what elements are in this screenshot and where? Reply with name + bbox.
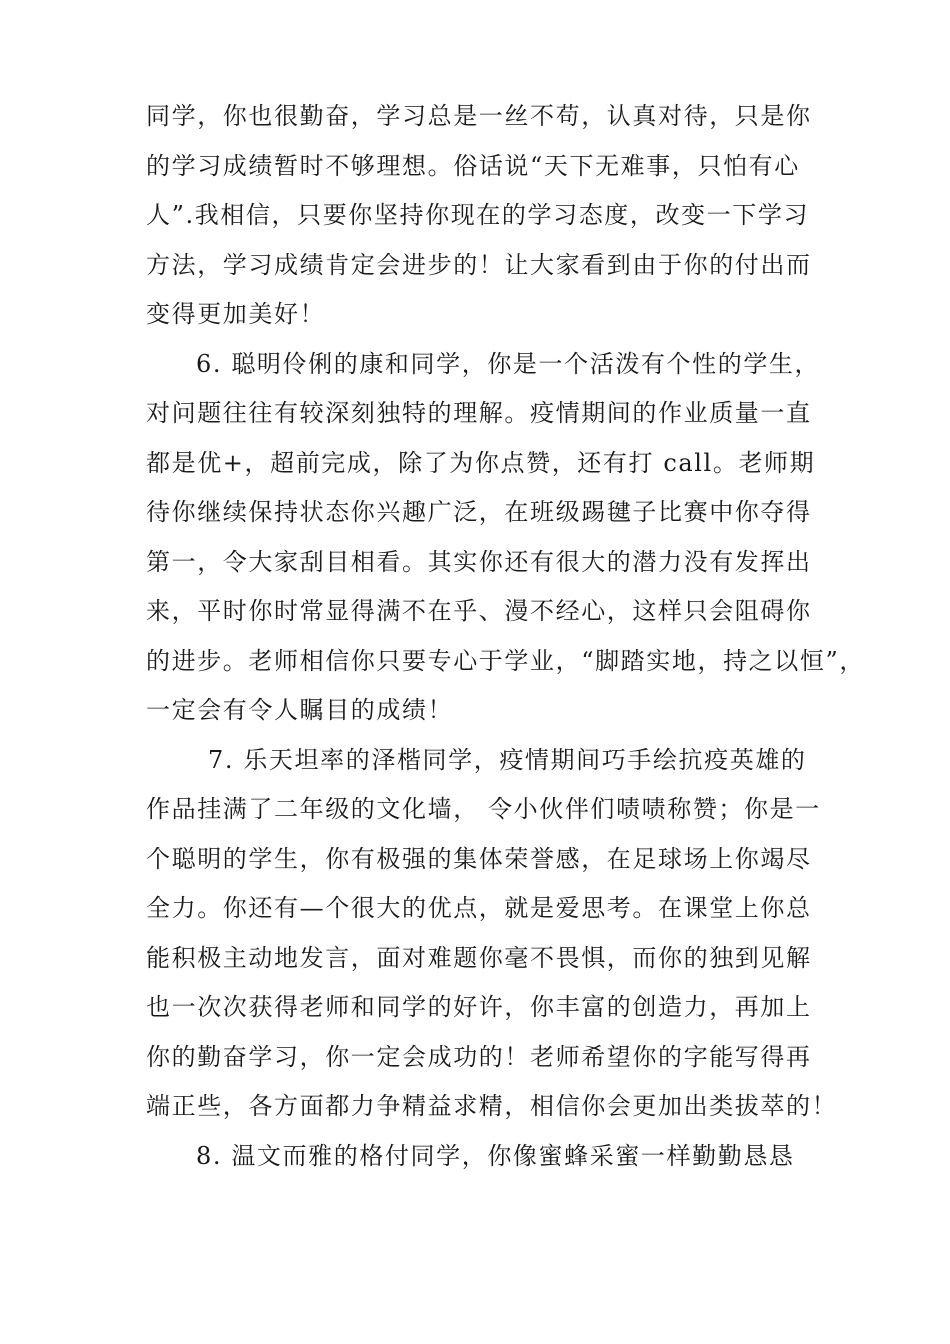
paragraph-start-6: 6. 聪明伶俐的康和同学，你是一个活泼有个性的学生， bbox=[196, 349, 821, 378]
text-line: 个聪明的学生，你有极强的集体荣誉感，在足球场上你竭尽 bbox=[146, 844, 812, 873]
text-line: 待你继续保持状态你兴趣广泛，在班级踢毽子比赛中你夺得 bbox=[146, 498, 812, 526]
paragraph-start-7: 7. 乐天坦率的泽楷同学，疫情期间巧手绘抗疫英雄的 bbox=[208, 745, 807, 774]
text-line: 你的勤奋学习，你一定会成功的！老师希望你的字能写得再 bbox=[146, 1042, 812, 1071]
text-line: 同学，你也很勤奋，学习总是一丝不苟，认真对待，只是你 bbox=[146, 102, 812, 130]
text-line: 第一，令大家刮目相看。其实你还有很大的潜力没有发挥出 bbox=[146, 547, 812, 576]
text-line: 端正些，各方面都力争精益求精，相信你会更加出类拔萃的！ bbox=[146, 1092, 838, 1120]
text-line: 能积极主动地发言，面对难题你毫不畏惧，而你的独到见解 bbox=[146, 943, 812, 972]
text-line: 的学习成绩暂时不够理想。俗话说“天下无难事，只怕有心 bbox=[146, 151, 800, 180]
text-line: 变得更加美好！ bbox=[146, 300, 326, 328]
paragraph-start-8: 8. 温文而雅的格付同学，你像蜜蜂采蜜一样勤勤恳恳 bbox=[196, 1141, 795, 1170]
text-line: 也一次次获得老师和同学的好许，你丰富的创造力，再加上 bbox=[146, 993, 812, 1021]
text-line: 一定会有令人瞩目的成绩！ bbox=[146, 696, 454, 724]
text-line: 人”.我相信，只要你坚持你现在的学习态度，改变一下学习 bbox=[146, 201, 810, 229]
text-line: 方法，学习成绩肯定会进步的！让大家看到由于你的付出而 bbox=[146, 250, 812, 279]
text-line: 作品挂满了二年级的文化墙， 令小伙伴们啧啧称赞；你是一 bbox=[146, 795, 821, 823]
text-line: 来，平时你时常显得满不在乎、漫不经心，这样只会阻碍你 bbox=[146, 597, 812, 625]
text-line: 全力。你还有—个很大的优点，就是爱思考。在课堂上你总 bbox=[146, 894, 812, 922]
text-line: 的进步。老师相信你只要专心于学业，“脚踏实地，持之以恒”， bbox=[146, 646, 865, 675]
text-line: 对问题往往有较深刻独特的理解。疫情期间的作业质量一直 bbox=[146, 399, 812, 427]
text-line: 都是优+，超前完成，除了为你点赞，还有打 call。老师期 bbox=[146, 448, 816, 477]
document-body bbox=[146, 92, 865, 1181]
